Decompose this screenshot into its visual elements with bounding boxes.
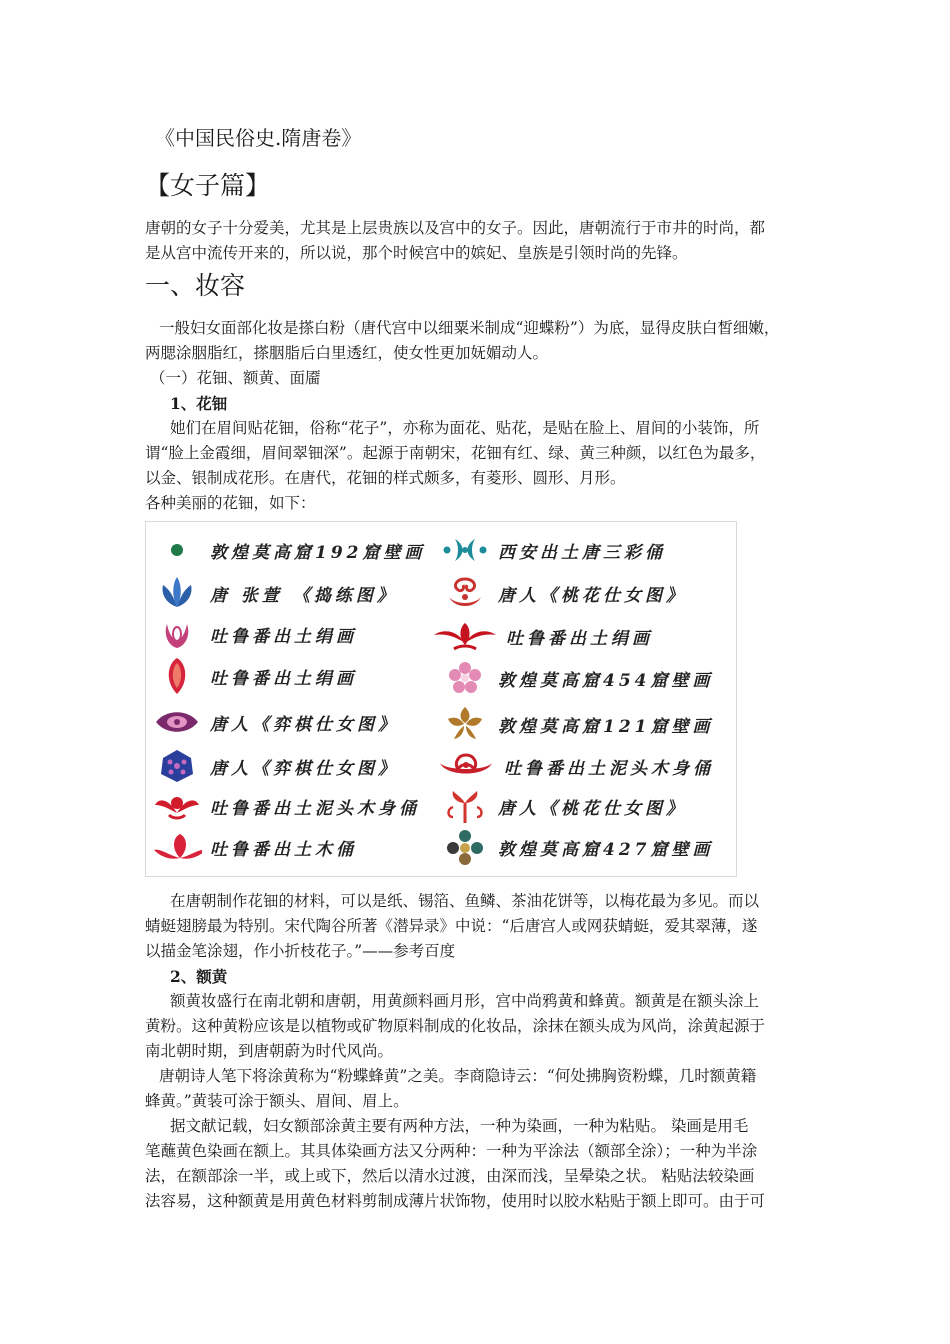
figure-entry-label: 吐鲁番出土绢画 <box>506 628 653 649</box>
material-line-1: 在唐朝制作花钿的材料，可以是纸、锡箔、鱼鳞、茶油花饼等，以梅花最为多见。而以 <box>170 892 760 910</box>
figure-entry <box>440 658 714 698</box>
poem-line-1: 唐朝诗人笔下将涂黄称为“粉蝶蜂黄”之美。李商隐诗云：“何处拂胸资粉蝶，几时额黄籍 <box>159 1067 757 1085</box>
figure-entry-label: 唐人《桃花仕女图》 <box>498 798 687 819</box>
item-heading-ehuang: 2、额黄 <box>170 967 228 986</box>
figure-entry <box>152 827 357 867</box>
figure-entry <box>440 530 666 570</box>
teal-shell-icon <box>440 530 490 570</box>
method-line-1: 据文献记载，妇女额部涂黄主要有两种方法，一种为染画，一种为粘贴。 染画是用毛 <box>170 1117 749 1135</box>
chapter-title: 一、妆容 <box>145 271 246 300</box>
gold-flower-icon <box>440 704 490 744</box>
figure-entry <box>152 786 420 826</box>
subsection-heading: （一）花钿、额黄、面靥 <box>150 369 321 387</box>
red-crown-icon <box>436 746 496 786</box>
huadian-line-3: 以金、银制成花形。在唐代，花钿的样式颇多，有菱形、圆形、月形。 <box>145 469 626 487</box>
red-petal-icon <box>152 656 202 696</box>
ehuang-line-2: 黄粉。这种黄粉应该是以植物或矿物原料制成的化妆品，涂抹在额头成为风尚，涂黄起源于 <box>145 1017 766 1035</box>
huadian-figure <box>145 521 737 877</box>
figure-entry <box>440 704 714 744</box>
green-dot-icon <box>152 530 202 570</box>
ehuang-line-1: 额黄妆盛行在南北朝和唐朝，用黄颜料画月形，宫中尚鸦黄和蜂黄。额黄是在额头涂上 <box>170 992 760 1010</box>
figure-entry-label: 吐鲁番出土木俑 <box>210 839 357 860</box>
figure-entry <box>152 656 357 696</box>
figure-entry-label: 敦煌莫高窟427窟壁画 <box>498 839 714 860</box>
figure-entry-label: 唐人《弈棋仕女图》 <box>210 758 399 779</box>
figure-entry-label: 唐 张萱 《捣练图》 <box>210 585 398 606</box>
red-lotus-icon <box>152 827 202 867</box>
figure-entry <box>432 616 653 656</box>
figure-entry <box>152 746 399 786</box>
red-swirl-icon <box>440 786 490 826</box>
figure-entry <box>152 614 357 654</box>
figure-entry-label: 敦煌莫高窟454窟壁画 <box>498 670 714 691</box>
figure-entry-label: 西安出土唐三彩俑 <box>498 542 666 563</box>
figure-entry <box>440 827 714 867</box>
figure-entry-label: 吐鲁番出土泥头木身俑 <box>504 758 714 779</box>
figure-entry-label: 敦煌莫高窟192窟壁画 <box>210 542 426 563</box>
pink-horn-icon <box>152 614 202 654</box>
intro-line-2: 是从宫中流传开来的，所以说，那个时候宫中的嫔妃、皇族是引领时尚的先锋。 <box>145 244 688 262</box>
intro-line-1: 唐朝的女子十分爱美，尤其是上层贵族以及宫中的女子。因此，唐朝流行于市井的时尚，都 <box>145 219 766 237</box>
method-line-2: 笔蘸黄色染画在额上。其具体染画方法又分两种：一种为平涂法（额部全涂）；一种为半涂 <box>145 1142 758 1160</box>
makeup-line-2: 两腮涂胭脂红，搽胭脂后白里透红，使女性更加妩媚动人。 <box>145 344 549 362</box>
figure-entry <box>436 746 714 786</box>
figure-intro: 各种美丽的花钿，如下： <box>145 494 316 512</box>
figure-entry-label: 吐鲁番出土绢画 <box>210 668 357 689</box>
material-line-3: 以描金笔涂翅，作小折枝花子。”——参考百度 <box>145 942 456 960</box>
method-line-3: 法，在额部涂一半，或上或下，然后以清水过渡，由深而浅，呈晕染之状。 粘贴法较染画 <box>145 1167 755 1185</box>
pink-blossom-icon <box>440 658 490 698</box>
book-title: 《中国民俗史.隋唐卷》 <box>155 126 362 150</box>
makeup-line-1: 一般妇女面部化妆是搽白粉（唐代宫中以细粟米制成“迎蝶粉”）为底，显得皮肤白皙细嫩， <box>159 319 780 337</box>
figure-entry <box>152 573 398 613</box>
figure-entry <box>152 702 399 742</box>
figure-entry-label: 敦煌莫高窟121窟壁画 <box>498 716 714 737</box>
poem-line-2: 蜂黄。”黄装可涂于额头、眉间、眉上。 <box>145 1092 409 1110</box>
item-heading-huadian: 1、花钿 <box>170 394 228 413</box>
red-scroll-icon <box>440 573 490 613</box>
purple-eye-icon <box>152 702 202 742</box>
figure-entry <box>440 786 687 826</box>
figure-entry-label: 唐人《弈棋仕女图》 <box>210 714 399 735</box>
figure-entry <box>440 573 687 613</box>
figure-entry-label: 吐鲁番出土绢画 <box>210 626 357 647</box>
figure-entry <box>152 530 426 570</box>
material-line-2: 蜻蜓翅膀最为特别。宋代陶谷所著《潜异录》中说：“后唐宫人或网获蜻蜓，爱其翠薄，遂 <box>145 917 758 935</box>
teal-clover-icon <box>440 827 490 867</box>
huadian-line-1: 她们在眉间贴花钿，俗称“花子”，亦称为面花、贴花，是贴在脸上、眉间的小装饰，所 <box>170 419 760 437</box>
blue-flower-icon <box>152 746 202 786</box>
figure-entry-label: 唐人《桃花仕女图》 <box>498 585 687 606</box>
method-line-4: 法容易，这种额黄是用黄色材料剪制成薄片状饰物，使用时以胶水粘贴于额上即可。由于可 <box>145 1192 766 1210</box>
huadian-line-2: 谓“脸上金霞细，眉间翠钿深”。起源于南朝宋，花钿有红、绿、黄三种颜，以红色为最多， <box>145 444 766 462</box>
blue-lotus-icon <box>152 573 202 613</box>
ehuang-line-3: 南北朝时期，到唐朝蔚为时代风尚。 <box>145 1042 394 1060</box>
section-title: 【女子篇】 <box>145 171 271 200</box>
red-wing-icon <box>152 786 202 826</box>
red-bird-icon <box>432 616 498 656</box>
figure-entry-label: 吐鲁番出土泥头木身俑 <box>210 798 420 819</box>
